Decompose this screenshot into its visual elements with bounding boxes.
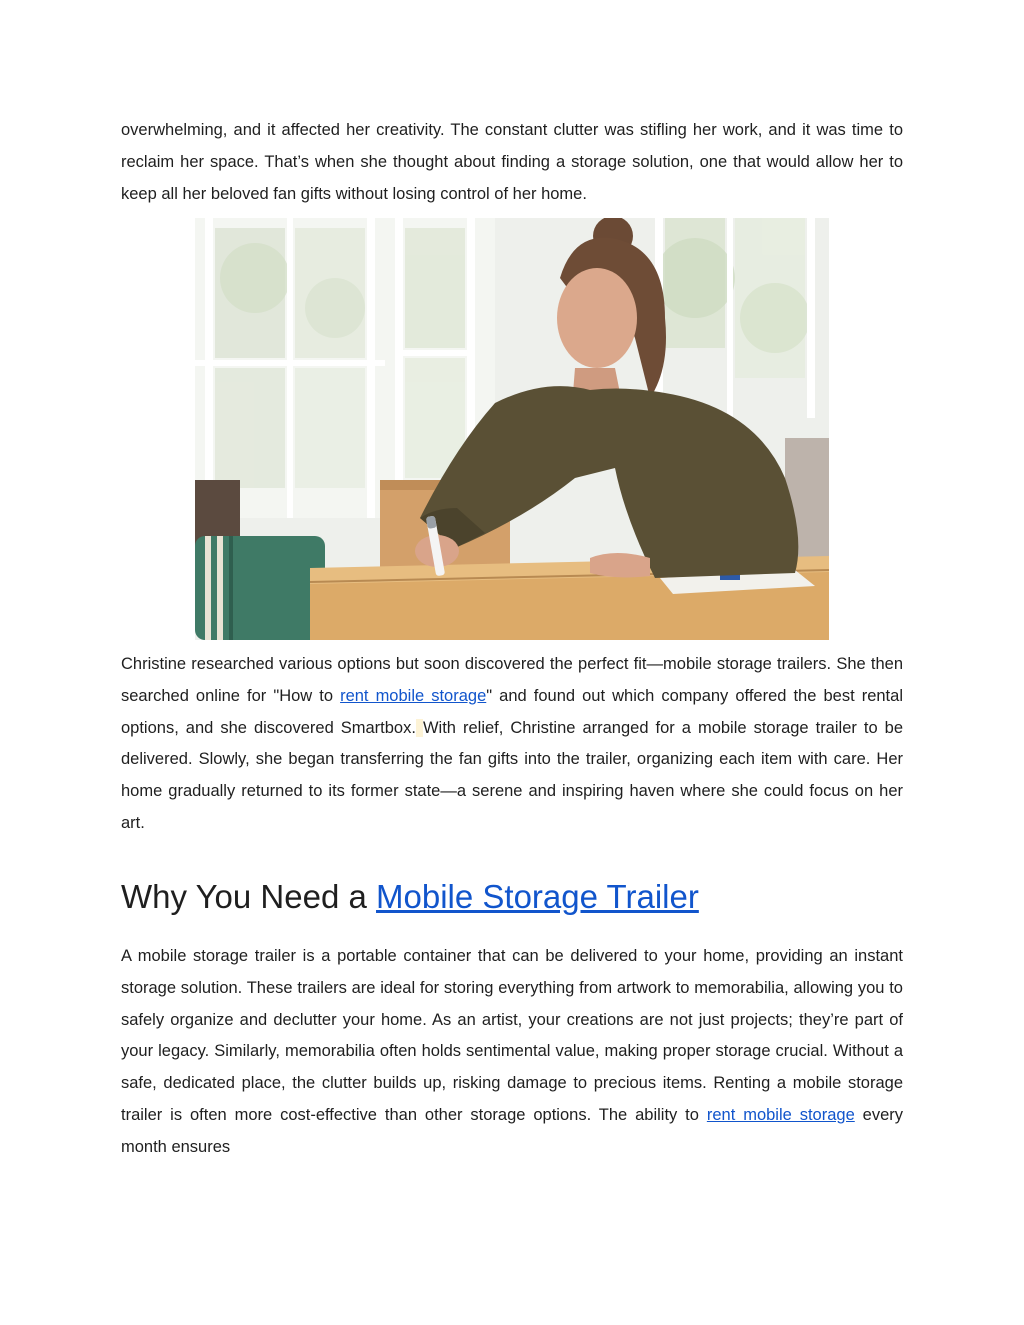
section-heading-prefix: Why You Need a	[121, 878, 377, 915]
paragraph-christine-text-1: Christine researched various options but soon discovered the perfect fit—mobile storage trailers. She then searched online for "How to	[121, 655, 903, 705]
paragraph-intro	[121, 115, 903, 210]
paragraph-christine-text-2: " and found out which company offered the best rental options, and she discovered Smartbox.	[121, 686, 903, 737]
woman-labeling-box-photo	[195, 218, 829, 640]
rent-mobile-storage-link[interactable]: rent mobile storage	[340, 686, 487, 705]
rent-mobile-storage-link-2[interactable]: rent mobile storage	[706, 1105, 855, 1124]
highlight-mark	[416, 719, 423, 737]
mobile-storage-trailer-link[interactable]: Mobile Storage Trailer	[376, 878, 699, 915]
paragraph-christine	[121, 649, 903, 840]
paragraph-why-text-2: every month ensures	[121, 1105, 904, 1156]
section-heading	[121, 874, 699, 920]
paragraph-intro-text: overwhelming, and it affected her creativity. The constant clutter was stifling her work, and it was time to reclaim her space. That’s when she thought about finding a storage solution, one that would allow her to keep all her beloved fan gifts without losing control of her home.	[121, 121, 903, 203]
paragraph-why	[121, 941, 903, 1164]
paragraph-why-text-1: A mobile storage trailer is a portable container that can be delivered to your home, providing an instant storage solution. These trailers are ideal for storing everything from artwork to memorabilia, allowing you to safely organize and declutter your home. As an artist, your creations are not just projects; they’re part of your legacy. Similarly, memorabilia often holds sentimental value, making proper storage crucial. Without a safe, dedicated place, the clutter builds up, risking damage to precious items. Renting a mobile storage trailer is often more cost-effective than other storage options. The ability to	[121, 947, 903, 1124]
paragraph-christine-text-3: With relief, Christine arranged for a mobile storage trailer to be delivered. Slowly, she began transferring the fan gifts into the trailer, organizing each item with care. Her home gradually returned to its former state—a serene and inspiring haven where she could focus on her art.	[121, 718, 903, 832]
